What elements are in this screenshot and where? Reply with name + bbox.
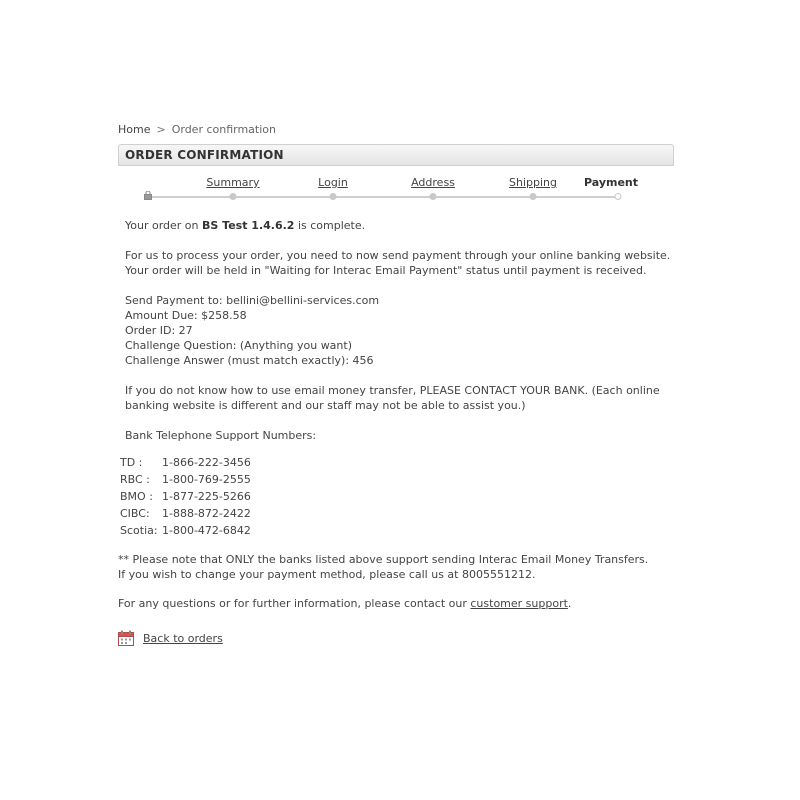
payment-instructions [125,248,674,278]
step-login[interactable]: Login [318,176,348,189]
breadcrumb-home-link[interactable]: Home [118,123,151,136]
step-shipping-dot [530,193,537,200]
back-to-orders[interactable] [118,629,674,647]
contact-message [118,597,674,610]
challenge-answer: Challenge Answer (must match exactly): 456 [125,354,374,367]
step-login-dot [330,193,337,200]
bank-phone: 1-877-225-5266 [162,490,251,503]
breadcrumb [118,122,674,138]
banks-note-line2: If you wish to change your payment method, please call us at 8005551212. [118,568,536,581]
calendar-icon [118,630,134,646]
table-row [118,471,253,488]
bank-numbers-heading: Bank Telephone Support Numbers: [125,429,317,442]
step-summary-dot [230,193,237,200]
step-address-dot [430,193,437,200]
steps-progress-line [148,196,620,198]
step-address[interactable]: Address [411,176,455,189]
step-payment: Payment [583,176,639,189]
page-title: ORDER CONFIRMATION [118,144,674,166]
send-to: Send Payment to: bellini@bellini-services.com [125,294,380,307]
table-row [118,454,253,471]
instructions-line2: Your order will be held in "Waiting for Interac Email Payment" status until payment is received. [125,264,647,277]
banks-note-line1: ** Please note that ONLY the banks listed above support sending Interac Email Money Transfers. [118,553,649,566]
bank-name: TD : [120,456,143,469]
instructions-line1: For us to process your order, you need to now send payment through your online banking website. [125,249,671,262]
bank-phone-table [118,454,253,539]
contact-prefix: For any questions or for further information, please contact our [118,597,471,610]
bank-name: BMO : [120,490,153,503]
breadcrumb-current: Order confirmation [171,123,276,136]
bank-name: CIBC: [120,507,150,520]
bank-phone: 1-800-472-6842 [162,524,251,537]
table-row [118,522,253,539]
payment-details [125,293,674,368]
order-confirmation-page [118,122,674,647]
banks-note [118,552,674,582]
step-shipping[interactable]: Shipping [509,176,557,189]
bank-name: Scotia: [120,524,158,537]
lock-icon [144,191,152,200]
challenge-question: Challenge Question: (Anything you want) [125,339,353,352]
bank-phone: 1-888-872-2422 [162,507,251,520]
amount-due: Amount Due: $258.58 [125,309,247,322]
bank-name: RBC : [120,473,150,486]
shop-name: BS Test 1.4.6.2 [202,219,295,232]
bank-phone: 1-800-769-2555 [162,473,251,486]
back-to-orders-link[interactable]: Back to orders [143,631,223,645]
bank-phone: 1-866-222-3456 [162,456,251,469]
table-row [118,488,253,505]
breadcrumb-separator: > [156,123,166,136]
step-summary[interactable]: Summary [206,176,260,189]
table-row [118,505,253,522]
step-payment-dot [615,193,622,200]
customer-support-link[interactable]: customer support [470,597,568,610]
order-id: Order ID: 27 [125,324,193,337]
help-note: If you do not know how to use email money transfer, PLEASE CONTACT YOUR BANK. (Each online banking website is different and our staff may not be able to assist you.) [125,384,660,412]
order-complete-message [125,218,674,233]
order-complete-suffix: is complete. [294,219,366,232]
contact-suffix: . [567,597,572,610]
order-complete-prefix: Your order on [125,219,203,232]
order-steps [118,170,674,206]
order-details [118,218,674,539]
